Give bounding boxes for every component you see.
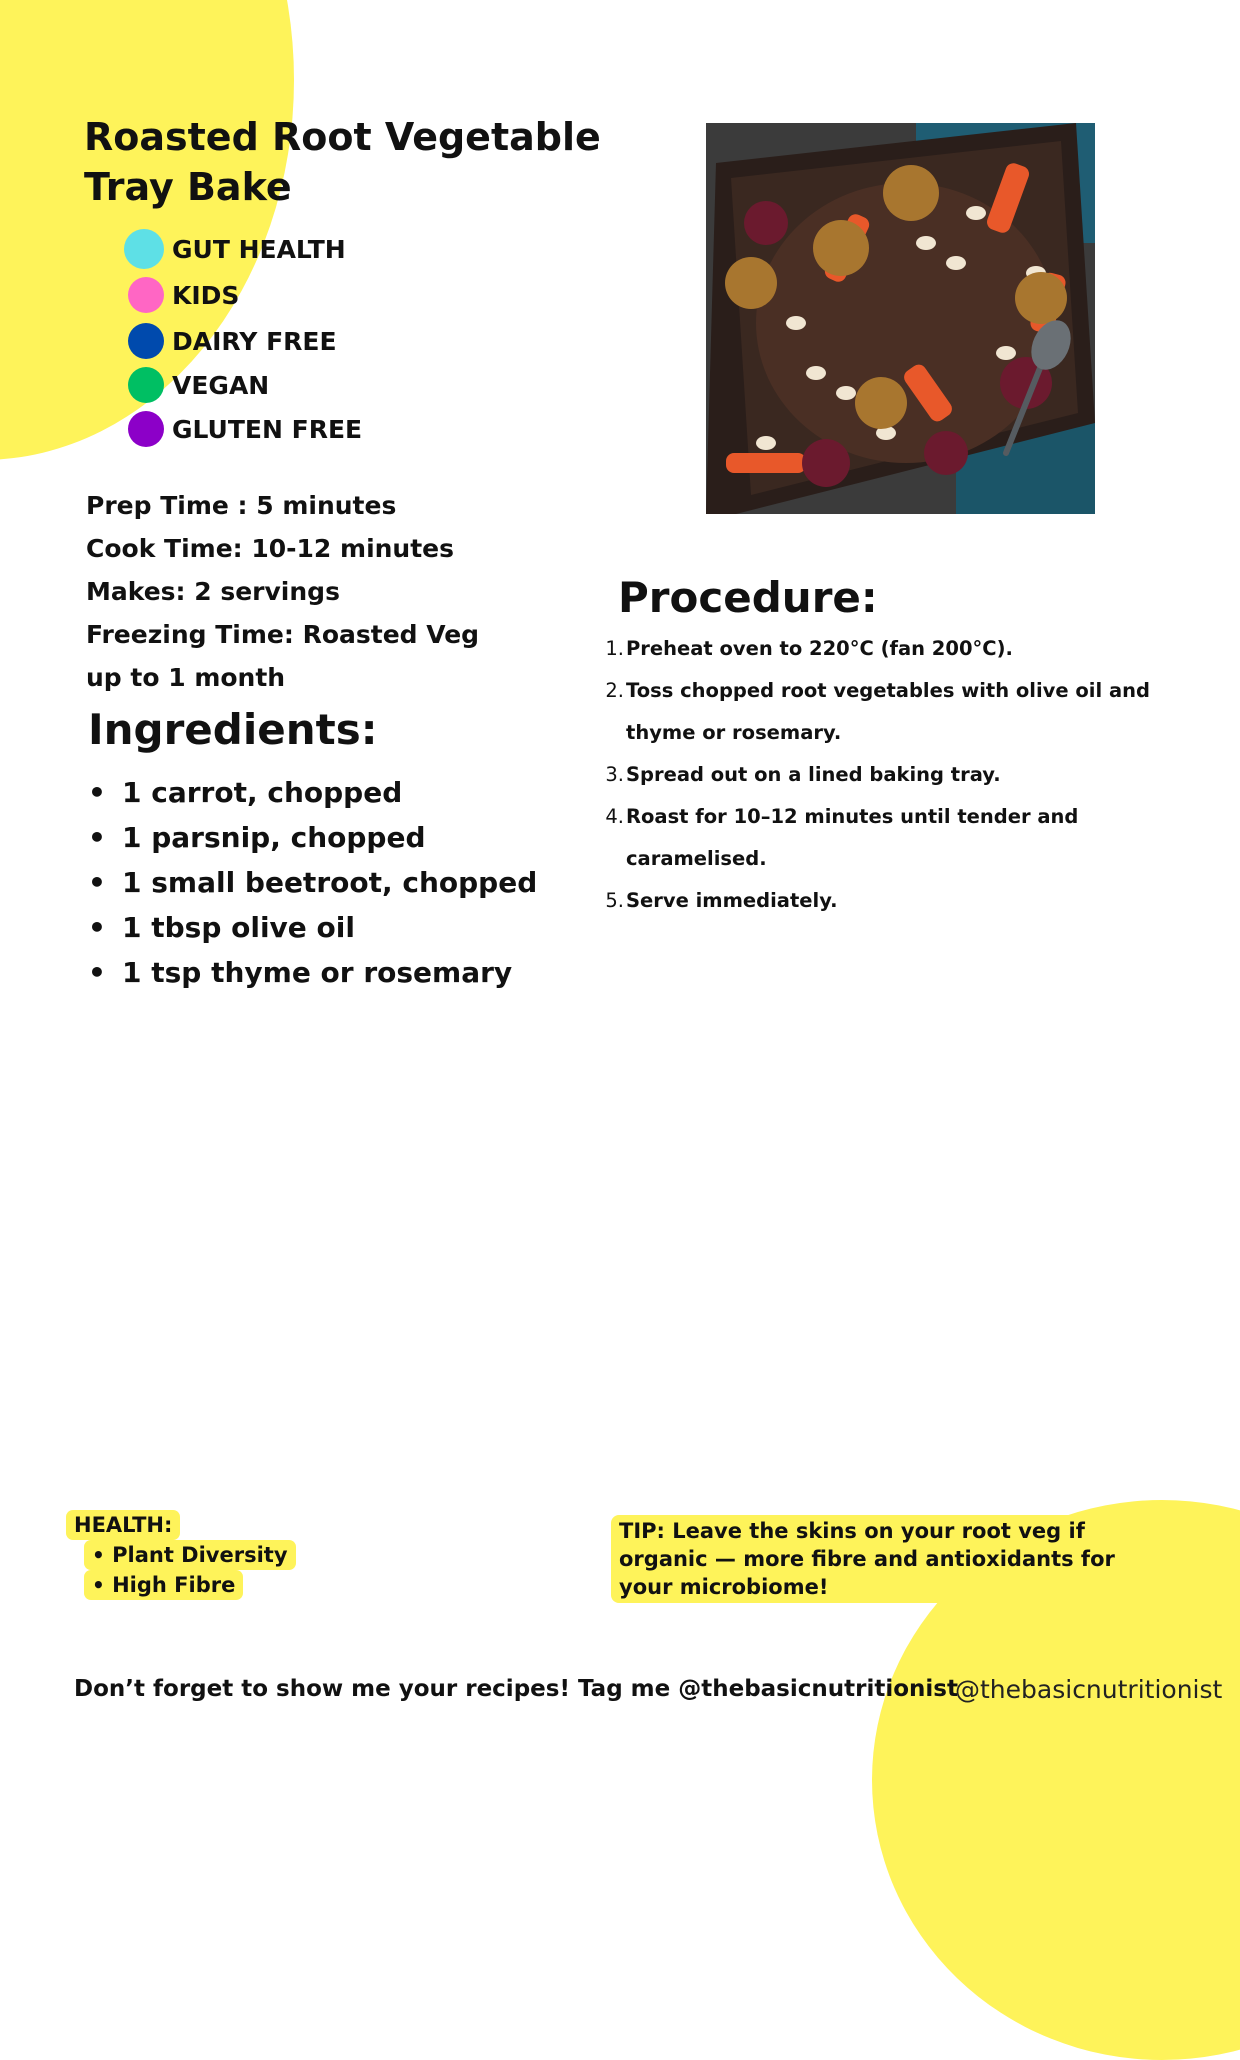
list-item — [88, 815, 537, 860]
recipe-meta — [86, 484, 506, 699]
list-item — [84, 1570, 296, 1600]
ingredient-text: 1 small beetroot, chopped — [122, 866, 538, 899]
health-benefits — [66, 1510, 296, 1600]
step-text: Preheat oven to 220°C (fan 200°C). — [626, 637, 1013, 660]
social-handle: @thebasicnutritionist — [955, 1675, 1223, 1704]
bullet-icon: • — [88, 956, 106, 989]
bullet-icon: • — [88, 866, 106, 899]
footer-cta: Don’t forget to show me your recipes! Tag me @thebasicnutritionist — [74, 1676, 958, 1702]
ingredients-heading: Ingredients: — [88, 705, 378, 754]
tag-dairy-free — [124, 318, 362, 364]
list-item — [600, 628, 1210, 670]
tag-label: DAIRY FREE — [172, 326, 337, 356]
bullet-icon: • — [92, 1543, 105, 1567]
recipe-photo — [706, 123, 1095, 514]
list-item — [88, 905, 537, 950]
cyan-dot-icon — [124, 229, 164, 269]
step-number: 3. — [605, 763, 624, 786]
prep-time: Prep Time : 5 minutes — [86, 491, 397, 520]
step-text: Spread out on a lined baking tray. — [626, 763, 1001, 786]
diet-tags — [124, 226, 362, 452]
bullet-icon: • — [88, 821, 106, 854]
purple-dot-icon — [128, 411, 164, 447]
list-item — [600, 796, 1210, 880]
tag-label: VEGAN — [172, 370, 270, 400]
list-item — [600, 670, 1210, 754]
tag-gluten-free — [124, 406, 362, 452]
list-item — [600, 880, 1210, 922]
step-text: Serve immediately. — [626, 889, 838, 912]
green-dot-icon — [128, 367, 164, 403]
step-number: 5. — [605, 889, 624, 912]
pink-dot-icon — [128, 277, 164, 313]
step-number: 2. — [605, 679, 624, 702]
step-text: Roast for 10–12 minutes until tender and caramelised. — [626, 805, 1079, 870]
bullet-icon: • — [88, 911, 106, 944]
health-item-text: Plant Diversity — [112, 1543, 288, 1567]
tag-label: KIDS — [172, 280, 240, 310]
ingredient-text: 1 tbsp olive oil — [122, 911, 355, 944]
step-number: 1. — [605, 637, 624, 660]
procedure-heading: Procedure: — [618, 573, 878, 622]
cook-time: Cook Time: 10-12 minutes — [86, 534, 455, 563]
tag-vegan — [124, 364, 362, 406]
health-item-text: High Fibre — [112, 1573, 236, 1597]
list-item — [88, 770, 537, 815]
freezing-time: Freezing Time: Roasted Veg up to 1 month — [86, 620, 480, 692]
list-item — [84, 1540, 296, 1570]
tag-label: GLUTEN FREE — [172, 414, 363, 444]
list-item — [88, 950, 537, 995]
health-list — [66, 1540, 296, 1600]
tag-label: GUT HEALTH — [172, 234, 346, 264]
servings: Makes: 2 servings — [86, 577, 340, 606]
recipe-title: Roasted Root Vegetable Tray Bake — [84, 115, 601, 209]
tag-gut-health — [124, 226, 362, 272]
tag-kids — [124, 272, 362, 318]
health-label: HEALTH: — [66, 1510, 180, 1540]
step-text: Toss chopped root vegetables with olive oil and thyme or rosemary. — [626, 679, 1150, 744]
ingredient-text: 1 tsp thyme or rosemary — [122, 956, 513, 989]
step-number: 4. — [605, 805, 624, 828]
blue-dot-icon — [128, 323, 164, 359]
list-item — [88, 860, 537, 905]
bullet-icon: • — [88, 776, 106, 809]
ingredient-text: 1 parsnip, chopped — [122, 821, 426, 854]
tray-bake-photo-illustration — [706, 123, 1095, 514]
list-item — [600, 754, 1210, 796]
tip-box: TIP: Leave the skins on your root veg if organic — more fibre and antioxidants for your microbiome! — [611, 1515, 1175, 1603]
ingredients-list — [88, 770, 537, 995]
ingredient-text: 1 carrot, chopped — [122, 776, 403, 809]
procedure-steps — [600, 628, 1210, 922]
bullet-icon: • — [92, 1573, 105, 1597]
